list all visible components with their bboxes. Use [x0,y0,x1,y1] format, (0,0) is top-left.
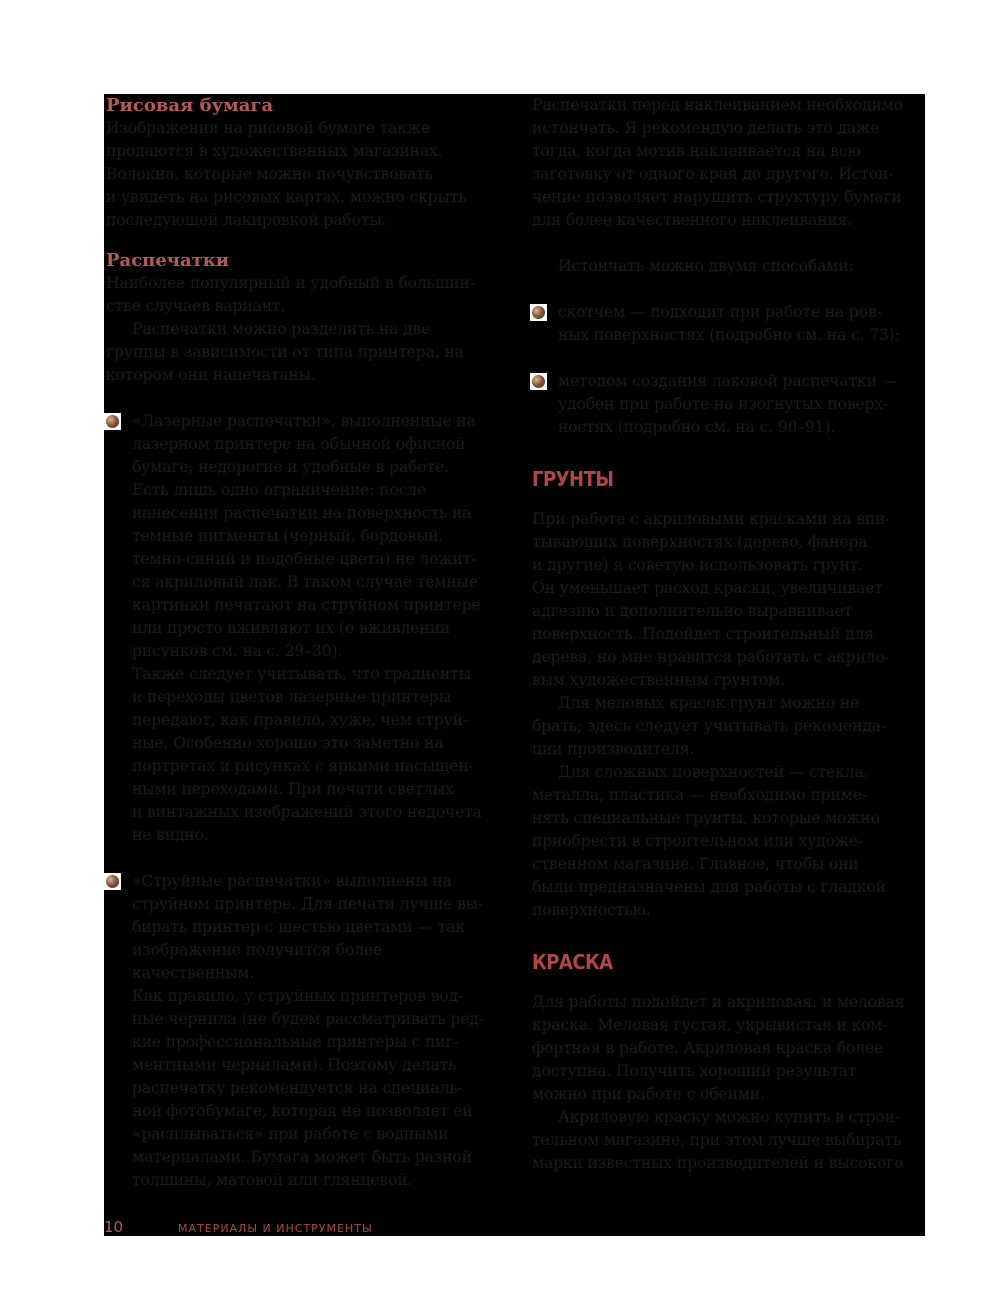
text-line: бумаге, недорогие и удобные в работе. [132,458,449,476]
text-line: дерева, но мне нравится работать с акрило- [532,648,890,666]
text-line: ные. Особенно хорошо это заметно на [132,734,444,752]
list-item-varnish-method [532,370,925,439]
text-line: Для меловых красок грунт можно не [558,694,860,712]
text-line: Изображения на рисовой бумаге также [106,119,431,137]
text-line: краска. Меловая густая, укрывистая и ком- [532,1016,888,1034]
text-line: тельном магазине, при этом лучше выбирать [532,1131,902,1149]
text-line: бирать принтер с шестью цветами — так [132,918,465,936]
paragraph-prints-groups [106,318,504,387]
text-line: последующей лакировкой работы. [106,211,387,229]
text-line: толщины, матовой или глянцевой. [132,1171,413,1189]
text-line: темно-синий и подобные цвета) не ложит- [132,550,477,568]
left-column [106,94,504,1192]
heading-paint: КРАСКА [532,950,613,974]
text-line: поверхность. Подойдет строительный для [532,625,874,643]
text-line: ной фотобумаге, которая не позволяет ей [132,1102,473,1120]
running-footer-section: МАТЕРИАЛЫ И ИНСТРУМЕНТЫ [178,1222,373,1235]
text-line: Как правило, у струйных принтеров вод- [132,987,464,1005]
text-line: и увидеть на рисовых картах, можно скрыть [106,188,467,206]
text-line: передают, как правило, хуже, чем струй- [132,711,468,729]
paragraph-primers-1 [532,508,925,692]
text-line: металла, пластика — необходимо приме- [532,786,867,804]
text-line: распечатку рекомендуется на специаль- [132,1079,463,1097]
text-line: фортная в работе. Акриловая краска более [532,1039,884,1057]
text-line: марки известных производителей и высокого [532,1154,904,1172]
text-line: чение позволяет нарушить структуру бумаги [532,188,902,206]
text-line: ными переходами. При печати светлых [132,780,454,798]
text-line: ных поверхностях (подробно см. на с. 73); [558,326,900,344]
list-item-laser-prints [106,410,504,847]
text-line: Распечатки перед наклеиванием необходимо [532,96,903,114]
text-line: и винтажных изображений этого недочета [132,803,482,821]
text-line: тогда, когда мотив наклеивается на всю [532,142,861,160]
text-line: картинки печатают на струйном принтере [132,596,481,614]
text-line: При работе с акриловыми красками на впи- [532,510,891,528]
text-line: скотчем — подходит при работе на ров- [558,303,882,321]
text-line: «расплываться» при работе с водными [132,1125,449,1143]
text-line: или просто вживляют их (о вживлении [132,619,451,637]
text-line: Для сложных поверхностей — стекла, [558,763,869,781]
text-line: ся акриловый лак. В таком случае темные [132,573,478,591]
paragraph-primers-2 [532,692,925,761]
text-line: нять специальные грунты, которые можно [532,809,880,827]
text-line: адгезию и дополнительно выравнивает [532,602,853,620]
bullet-icon [530,304,547,321]
text-line: ностях (подробно см. на с. 90–91). [558,418,836,436]
text-line: темные пигменты (черный, бордовый, [132,527,444,545]
heading-prints: Распечатки [106,250,230,271]
text-line: и другие) я советую использовать грунт. [532,556,863,574]
paragraph-prints-intro [106,272,504,318]
text-line: группы в зависимости от типа принтера, на [106,343,464,361]
text-line: Волокна, которые можно почувствовать [106,165,433,183]
text-line: вым художественным грунтом. [532,671,786,689]
text-line: портретах и рисунках с яркими насыщен- [132,757,474,775]
paragraph-paint-1 [532,991,925,1106]
text-line: изображение получится более качественным. [132,941,383,982]
text-line: ные чернила (не будем рассматривать ред- [132,1010,484,1028]
text-line: кие профессиональные принтеры с пиг- [132,1033,459,1051]
list-item-inkjet-prints [106,870,504,1192]
list-item-tape-method [532,301,925,347]
heading-primers: ГРУНТЫ [532,467,614,491]
text-line: истончать. Я рекомендую делать это даже [532,119,880,137]
text-line: Распечатки можно разделить на две [132,320,431,338]
text-line: «Лазерные распечатки», выполненные на [132,412,476,430]
text-line: струйном принтере. Для печати лучше вы- [132,895,483,913]
text-line: рисунков см. на с. 29–30). [132,642,343,660]
text-line: ственном магазине. Главное, чтобы они [532,855,859,873]
text-line: лазерном принтере на обычной офисной [132,435,466,453]
paragraph-methods-intro: Истончать можно двумя способами: [558,257,854,275]
bullet-icon [530,373,547,390]
text-line: не видно. [132,826,209,844]
text-line: «Струйные распечатки» выполнены на [132,872,452,890]
text-line: методом создания лаковой распечатки — [558,372,898,390]
page-number: 10 [104,1218,124,1236]
bullet-icon [104,873,121,890]
text-line: брать; здесь следует учитывать рекоменда- [532,717,887,735]
text-line: тывающих поверхностях (дерево, фанера [532,533,868,551]
text-line: Наиболее популярный и удобный в большин- [106,274,475,292]
right-column [532,94,925,1175]
paragraph-thinning [532,94,925,232]
text-line: стве случаев вариант. [106,297,286,315]
text-line: удобен при работе на изогнутых поверх- [558,395,889,413]
text-line: доступна. Получить хороший результат [532,1062,857,1080]
text-line: Акриловую краску можно купить в строи- [558,1108,900,1126]
book-page [104,94,925,1236]
paragraph-primers-3 [532,761,925,922]
bullet-icon [104,413,121,430]
text-line: поверхностью. [532,901,651,919]
text-line: материалами. Бумага может быть разной [132,1148,472,1166]
text-line: заготовку от одного края до другого. Истон- [532,165,894,183]
text-line: и переходы цветов лазерные принтеры [132,688,451,706]
text-line: Для работы подойдет и акриловая, и меловая [532,993,905,1011]
text-line: Он уменьшает расход краски, увеличивает [532,579,883,597]
text-line: Есть лишь одно ограничение: после [132,481,427,499]
text-line: нанесения распечатки на поверхность на [132,504,472,522]
heading-rice-paper: Рисовая бумага [106,95,274,116]
text-line: котором они напечатаны. [106,366,316,384]
text-line: Также следует учитывать, что градиенты [132,665,471,683]
text-line: ции производителя. [532,740,695,758]
paragraph-paint-2 [532,1106,925,1175]
paragraph-rice-paper [106,117,504,232]
text-line: продаются в художественных магазинах. [106,142,443,160]
text-line: можно при работе с обеими. [532,1085,765,1103]
text-line: ментными чернилами). Поэтому делать [132,1056,457,1074]
text-line: приобрести в строительном или художе- [532,832,864,850]
text-line: для более качественного наклеивания. [532,211,853,229]
text-line: были предназначены для работы с гладкой [532,878,886,896]
